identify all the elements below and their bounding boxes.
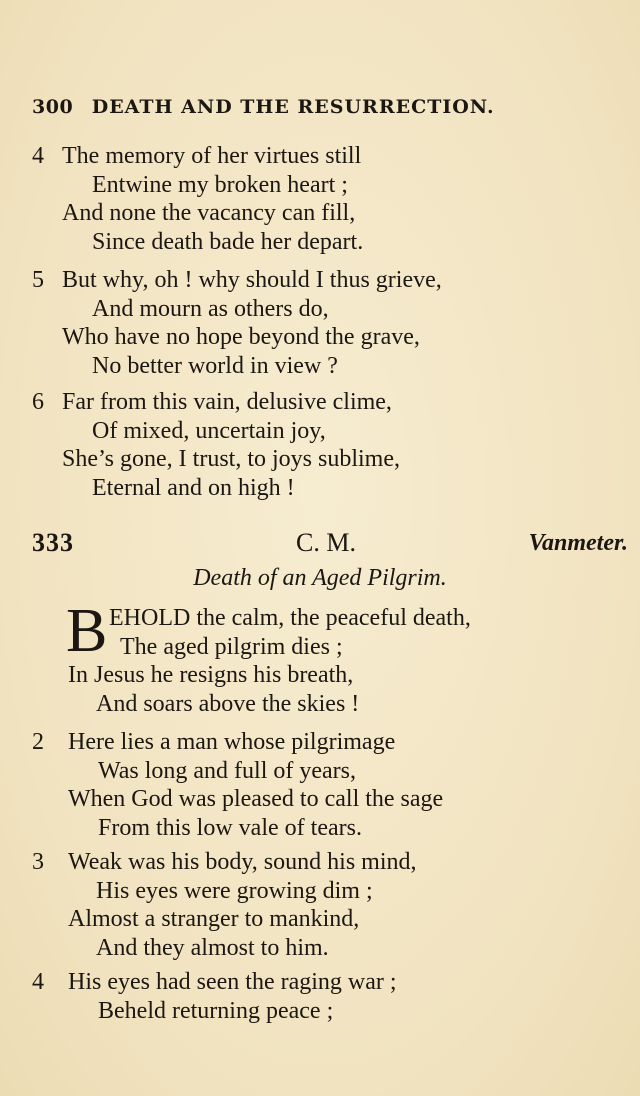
verse-line: Who have no hope beyond the grave, [62, 324, 420, 350]
stanza-number: 2 [32, 729, 44, 755]
verse-line: And soars above the skies ! [96, 690, 360, 717]
page-header [32, 96, 592, 118]
running-title: DEATH AND THE RESURRECTION. [91, 96, 495, 118]
verse-line: The memory of her virtues still [62, 143, 362, 169]
verse-line: And none the vacancy can fill, [62, 200, 356, 226]
stanza-3 [32, 848, 622, 962]
verse-line: In Jesus he resigns his breath, [68, 662, 354, 688]
stanza-5-prev [32, 266, 622, 380]
verse-line: Far from this vain, delusive clime, [62, 389, 392, 415]
stanza-1 [32, 604, 622, 718]
verse-line: And they almost to him. [96, 934, 329, 961]
verse-line: When God was pleased to call the sage [68, 786, 444, 812]
hymn-meter: C. M. [296, 528, 356, 557]
verse-line: Beheld returning peace ; [98, 997, 334, 1024]
stanza-number: 4 [32, 969, 44, 995]
stanza-number: 3 [32, 849, 44, 875]
hymn-number: 333 [32, 528, 74, 557]
stanza-number: 4 [32, 143, 44, 169]
verse-line: His eyes had seen the raging war ; [68, 969, 397, 995]
drop-cap: B [66, 597, 108, 665]
stanza-number: 6 [32, 389, 44, 415]
stanza-number: 5 [32, 267, 44, 293]
verse-line: Since death bade her depart. [92, 228, 364, 255]
page-number: 300 [32, 96, 74, 118]
verse-line: Almost a stranger to mankind, [68, 906, 360, 932]
hymn-title: Death of an Aged Pilgrim. [193, 565, 447, 591]
verse-line: Eternal and on high ! [92, 474, 295, 501]
verse-line: Was long and full of years, [98, 757, 356, 784]
stanza-4 [32, 968, 622, 1025]
verse-line: From this low vale of tears. [98, 814, 362, 841]
verse-line: No better world in view ? [92, 352, 338, 379]
tune-name: Vanmeter. [528, 530, 628, 556]
verse-line: Of mixed, uncertain joy, [92, 417, 326, 444]
stanza-4-prev [32, 142, 622, 256]
hymn-heading [32, 528, 628, 560]
verse-line: And mourn as others do, [92, 295, 329, 322]
verse-line: EHOLD the calm, the peaceful death, [109, 605, 471, 631]
stanza-6-prev [32, 388, 622, 502]
verse-line: His eyes were growing dim ; [96, 877, 373, 904]
verse-line: The aged pilgrim dies ; [120, 633, 343, 660]
verse-line: Here lies a man whose pilgrimage [68, 729, 396, 755]
verse-line: Entwine my broken heart ; [92, 171, 348, 198]
verse-line: She’s gone, I trust, to joys sublime, [62, 446, 400, 472]
verse-line: Weak was his body, sound his mind, [68, 849, 417, 875]
verse-line: But why, oh ! why should I thus grieve, [62, 267, 442, 293]
stanza-2 [32, 728, 622, 842]
